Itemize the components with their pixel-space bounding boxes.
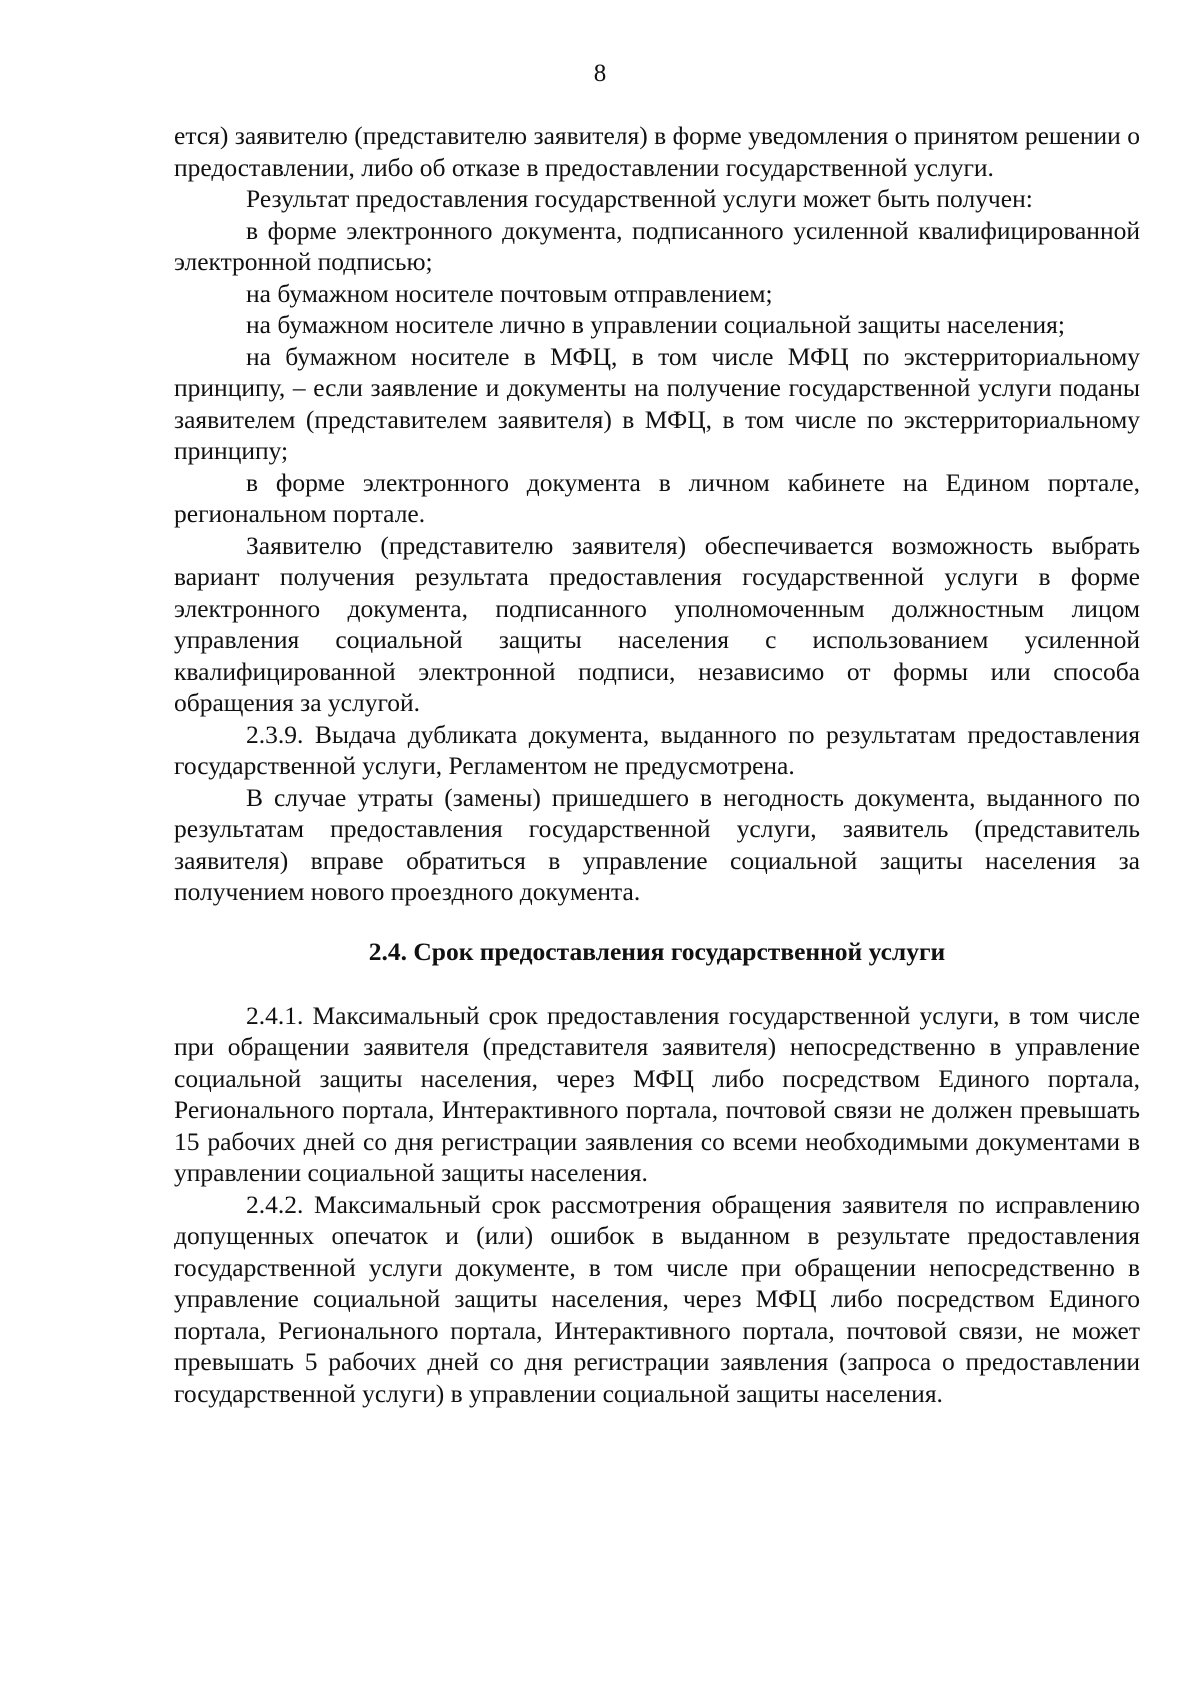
paragraph: Заявителю (представителю заявителя) обеспечивается возможность выбрать вариант получения результата предоставления государственной услуги в форме электронного документа, подписанного уполномоченным должностным лицом управления социальной защиты населения с использованием усиленной квалифицированной электронной подписи, независимо от формы или способа обращения за услугой. — [174, 530, 1140, 717]
page-number: 8 — [593, 60, 607, 87]
paragraph: 2.3.9. Выдача дубликата документа, выданного по результатам предоставления государственной услуги, Регламентом не предусмотрена. — [174, 719, 1140, 780]
paragraph: на бумажном носителе лично в управлении социальной защиты населения; — [246, 310, 1065, 339]
paragraph: 2.4.2. Максимальный срок рассмотрения обращения заявителя по исправлению допущенных опечаток и (или) ошибок в выданном в результате предоставления государственной услуги документе, в том числе при обращении непосредственно в управление социальной защиты населения, через МФЦ либо посредством Единого портала, Регионального портала, Интерактивного портала, почтовой связи, не может превышать 5 рабочих дней со дня регистрации заявления (запроса о предоставлении государственной услуги) в управлении социальной защиты населения. — [174, 1189, 1140, 1408]
section-heading: 2.4. Срок предоставления государственной услуги — [368, 936, 946, 966]
paragraph: В случае утраты (замены) пришедшего в негодность документа, выданного по результатам предоставления государственной услуги, заявитель (представитель заявителя) вправе обратиться в управление социальной защиты населения за получением нового проездного документа. — [174, 782, 1140, 906]
paragraph: в форме электронного документа, подписанного усиленной квалифицированной электронной подписью; — [174, 215, 1140, 276]
paragraph: на бумажном носителе в МФЦ, в том числе МФЦ по экстерриториальному принципу, – если заявление и документы на получение государственной услуги поданы заявителем (представителем заявителя) в МФЦ, в том числе по экстерриториальному принципу; — [174, 341, 1140, 465]
paragraph: на бумажном носителе почтовым отправлением; — [246, 278, 773, 308]
document-body — [174, 120, 1140, 1409]
paragraph: 2.4.1. Максимальный срок предоставления государственной услуги, в том числе при обращении заявителя (представителя заявителя) непосредственно в управление социальной защиты населения, через МФЦ либо посредством Единого портала, Регионального портала, Интерактивного портала, почтовой связи не должен превышать 15 рабочих дней со дня регистрации заявления со всеми необходимыми документами в управлении социальной защиты населения. — [174, 1000, 1140, 1187]
paragraph: Результат предоставления государственной услуги может быть получен: — [246, 184, 1033, 213]
paragraph: ется) заявителю (представителю заявителя) в форме уведомления о принятом решении о предоставлении, либо об отказе в предоставлении государственной услуги. — [174, 121, 1140, 182]
paragraph: в форме электронного документа в личном кабинете на Едином портале, региональном портале. — [174, 467, 1140, 528]
